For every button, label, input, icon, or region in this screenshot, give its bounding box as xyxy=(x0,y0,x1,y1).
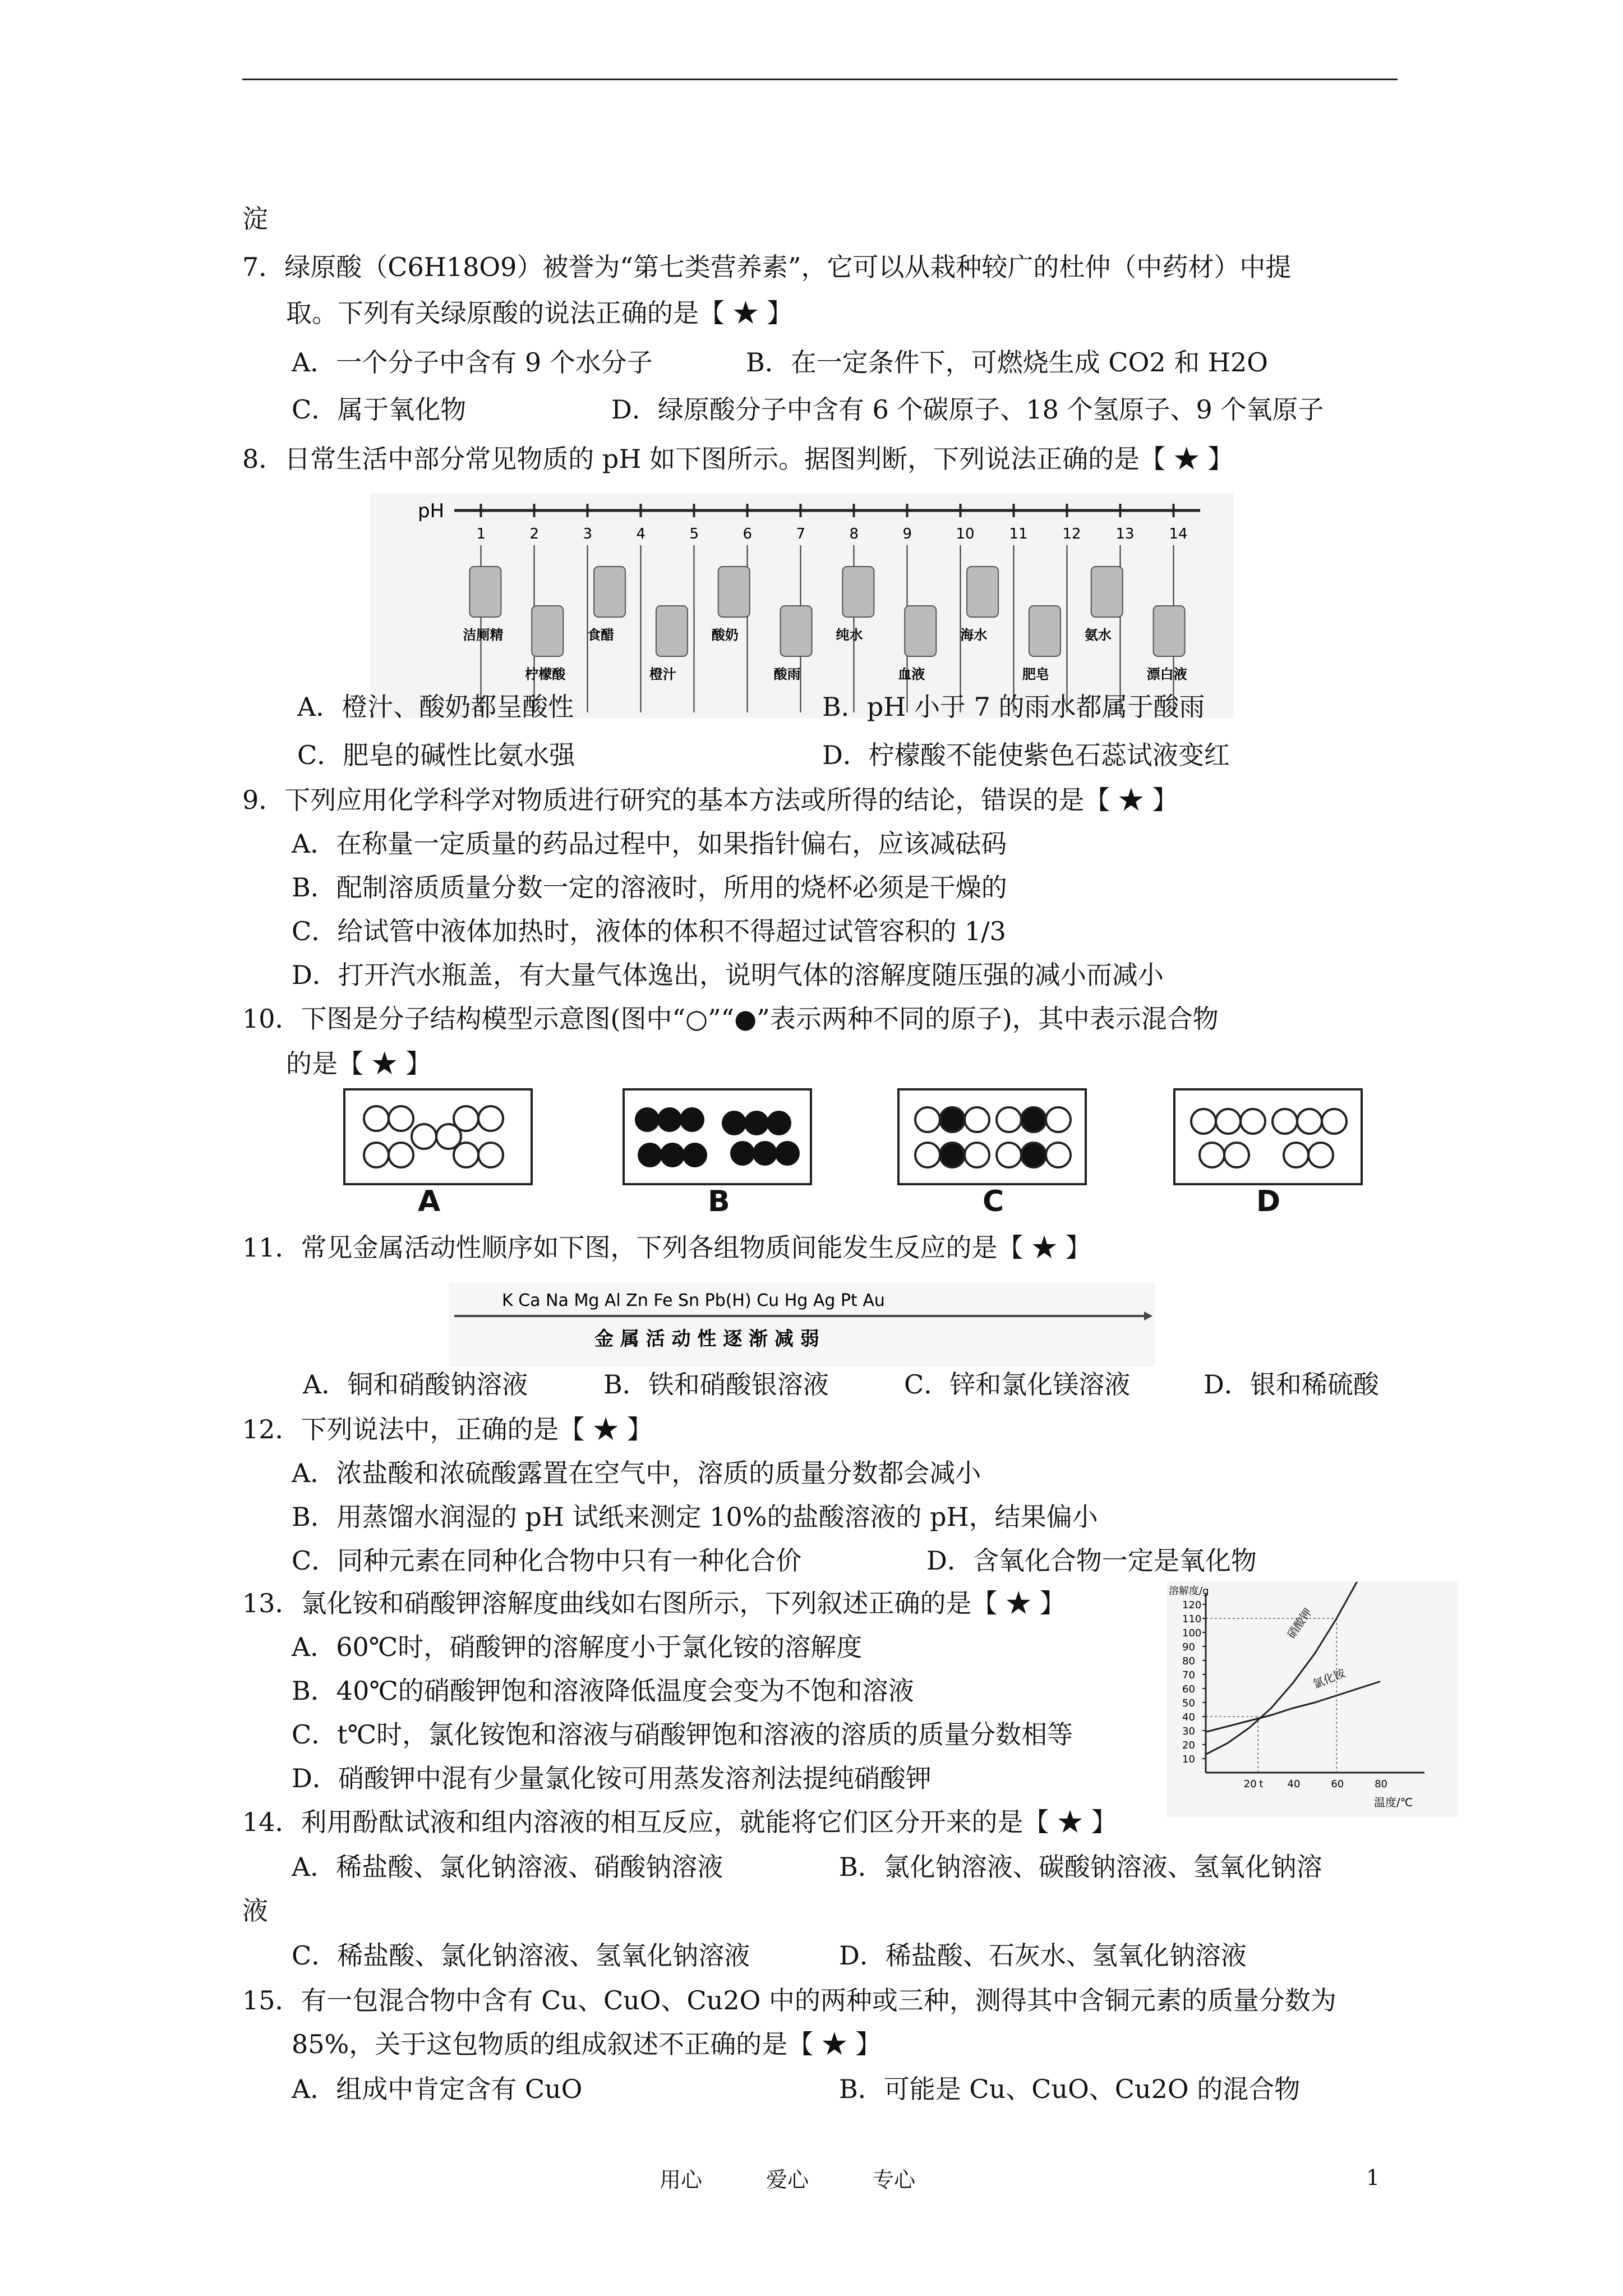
molecule-label-c: C xyxy=(983,1185,1004,1218)
q15-stem-line2: 85%，关于这包物质的组成叙述不正确的是【 ★ 】 xyxy=(292,2029,882,2059)
q11-stem: 11．常见金属活动性顺序如下图，下列各组物质间能发生反应的是【 ★ 】 xyxy=(242,1232,1091,1263)
ph-item-label: 氨水 xyxy=(1084,627,1112,643)
q8-stem: 8．日常生活中部分常见物质的 pH 如下图所示。据图判断，下列说法正确的是【 ★ 】 xyxy=(242,444,1234,474)
ph-item-label: 纯水 xyxy=(836,627,863,643)
q9-option-b: B．配制溶质质量分数一定的溶液时，所用的烧杯必须是干燥的 xyxy=(292,872,1007,903)
q12-option-c: C．同种元素在同种化合物中只有一种化合价 xyxy=(292,1545,802,1576)
molecule-box-d xyxy=(1173,1088,1363,1185)
y-tick-label: 30 xyxy=(1182,1726,1195,1737)
q12-option-b: B．用蒸馏水润湿的 pH 试纸来测定 10%的盐酸溶液的 pH，结果偏小 xyxy=(292,1502,1098,1532)
q7-option-a: A．一个分子中含有 9 个水分子 xyxy=(292,347,653,378)
ph-tick-label: 9 xyxy=(902,526,912,542)
q13-option-a: A．60℃时，硝酸钾的溶解度小于氯化铵的溶解度 xyxy=(292,1632,863,1662)
q14-stem: 14．利用酚酞试液和组内溶液的相互反应，就能将它们区分开来的是【 ★ 】 xyxy=(242,1807,1117,1837)
x-tick-label: 40 xyxy=(1287,1778,1301,1790)
y-tick-label: 100 xyxy=(1182,1627,1202,1639)
y-tick-label: 110 xyxy=(1182,1613,1202,1625)
metal-activity-series: K Ca Na Mg Al Zn Fe Sn Pb(H) Cu Hg Ag Pt Au xyxy=(502,1291,885,1310)
molecule-model-d xyxy=(1175,1091,1361,1183)
q15-stem-line1: 15．有一包混合物中含有 Cu、CuO、Cu2O 中的两种或三种，测得其中含铜元素的质量分数为 xyxy=(242,1985,1336,2016)
y-tick-label: 50 xyxy=(1182,1697,1195,1709)
q13-option-c: C．t℃时，氯化铵饱和溶液与硝酸钾饱和溶液的溶质的质量分数相等 xyxy=(292,1719,1073,1750)
continued-fragment: 淀 xyxy=(242,204,268,234)
footer-motto-2: 爱心 xyxy=(766,2168,809,2192)
x-tick-label: t xyxy=(1259,1778,1264,1790)
q8-option-c: C．肥皂的碱性比氨水强 xyxy=(297,740,575,770)
q13-stem: 13．氯化铵和硝酸钾溶解度曲线如右图所示，下列叙述正确的是【 ★ 】 xyxy=(242,1588,1066,1618)
q15-option-b: B．可能是 Cu、CuO、Cu2O 的混合物 xyxy=(839,2074,1301,2104)
q9-option-a: A．在称量一定质量的药品过程中，如果指针偏右，应该减砝码 xyxy=(292,829,1007,859)
q9-stem: 9．下列应用化学科学对物质进行研究的基本方法或所得的结论，错误的是【 ★ 】 xyxy=(242,785,1178,815)
y-tick-label: 10 xyxy=(1182,1754,1195,1765)
ph-tick-label: 7 xyxy=(796,526,806,542)
molecule-box-a xyxy=(343,1088,533,1185)
ph-item-picture xyxy=(469,567,501,617)
q8-option-d: D．柠檬酸不能使紫色石蕊试液变红 xyxy=(822,740,1230,770)
molecule-model-a xyxy=(345,1091,531,1183)
molecule-box-c xyxy=(897,1088,1087,1185)
q7-option-c: C．属于氧化物 xyxy=(292,394,467,425)
q13-option-d: D．硝酸钾中混有少量氯化铵可用蒸发溶剂法提纯硝酸钾 xyxy=(292,1763,932,1793)
ph-item-picture xyxy=(781,606,812,656)
ph-tick-label: 12 xyxy=(1062,526,1081,542)
q14-option-a: A．稀盐酸、氯化钠溶液、硝酸钠溶液 xyxy=(292,1852,723,1882)
ph-axis-label: pH xyxy=(418,500,445,522)
q7-stem-line2: 取。下列有关绿原酸的说法正确的是【 ★ 】 xyxy=(286,298,793,328)
ph-item-label: 洁厕精 xyxy=(463,627,504,643)
q11-option-a: A．铜和硝酸钠溶液 xyxy=(303,1369,528,1400)
q7-stem-line1: 7．绿原酸（C6H18O9）被誉为“第七类营养素”，它可以从栽种较广的杜仲（中药材）中提 xyxy=(242,252,1292,282)
ph-item-label: 柠檬酸 xyxy=(525,666,566,682)
q12-option-d: D．含氧化合物一定是氧化物 xyxy=(926,1545,1257,1576)
ph-item-picture xyxy=(718,567,750,617)
q7-option-d: D．绿原酸分子中含有 6 个碳原子、18 个氢原子、9 个氧原子 xyxy=(611,394,1324,425)
ph-tick-label: 14 xyxy=(1169,526,1188,542)
ph-tick-label: 11 xyxy=(1009,526,1028,542)
ph-item-label: 酸雨 xyxy=(773,666,801,682)
q10-stem-line1: 10．下图是分子结构模型示意图(图中“○”“●”表示两种不同的原子)，其中表示混合物 xyxy=(242,1004,1219,1034)
molecule-box-b xyxy=(623,1088,812,1185)
footer-motto-1: 用心 xyxy=(660,2168,703,2192)
ph-item-label: 漂白液 xyxy=(1146,666,1187,682)
footer-motto-3: 专心 xyxy=(873,2168,916,2192)
header-rule xyxy=(242,79,1398,80)
ph-item-picture xyxy=(656,606,688,656)
ph-tick-label: 6 xyxy=(743,526,753,542)
q8-option-b: B．pH 小于 7 的雨水都属于酸雨 xyxy=(822,692,1205,722)
molecule-label-a: A xyxy=(418,1185,441,1218)
molecule-model-b xyxy=(625,1091,810,1183)
ph-tick-label: 13 xyxy=(1115,526,1135,542)
ph-item-picture xyxy=(967,567,998,617)
q14-option-d: D．稀盐酸、石灰水、氢氧化钠溶液 xyxy=(839,1940,1247,1971)
x-tick-label: 20 xyxy=(1243,1778,1257,1790)
solubility-chart xyxy=(1166,1582,1458,1818)
q9-option-c: C．给试管中液体加热时，液体的体积不得超过试管容积的 1/3 xyxy=(292,916,1006,946)
series-label: 硝酸钾 xyxy=(1284,1605,1315,1641)
ph-item-label: 橙汁 xyxy=(649,666,676,682)
y-tick-label: 120 xyxy=(1182,1599,1202,1611)
q14-option-c: C．稀盐酸、氯化钠溶液、氢氧化钠溶液 xyxy=(292,1940,750,1971)
ph-tick-label: 4 xyxy=(636,526,646,542)
q15-option-a: A．组成中肯定含有 CuO xyxy=(292,2074,583,2104)
ph-tick-label: 1 xyxy=(476,526,486,542)
x-tick-label: 80 xyxy=(1375,1778,1388,1790)
q13-option-b: B．40℃的硝酸钾饱和溶液降低温度会变为不饱和溶液 xyxy=(292,1676,914,1706)
metal-activity-figure xyxy=(449,1282,1155,1366)
q12-option-a: A．浓盐酸和浓硫酸露置在空气中，溶质的质量分数都会减小 xyxy=(292,1458,981,1488)
q11-option-d: D．银和稀硫酸 xyxy=(1204,1369,1379,1400)
molecule-model-c xyxy=(900,1091,1085,1183)
y-tick-label: 80 xyxy=(1182,1655,1195,1667)
q14-option-b: B．氯化钠溶液、碳酸钠溶液、氢氧化钠溶 xyxy=(839,1852,1322,1882)
y-axis-label: 溶解度/g xyxy=(1169,1585,1209,1597)
ph-item-picture xyxy=(905,606,936,656)
x-axis-label: 温度/℃ xyxy=(1374,1796,1413,1809)
y-tick-label: 60 xyxy=(1182,1683,1195,1695)
ph-item-label: 酸奶 xyxy=(711,627,739,643)
q11-option-b: B．铁和硝酸银溶液 xyxy=(603,1369,829,1400)
ph-item-picture xyxy=(842,567,874,617)
y-tick-label: 20 xyxy=(1182,1740,1195,1751)
molecule-label-b: B xyxy=(708,1185,730,1218)
page-number: 1 xyxy=(1366,2165,1380,2190)
y-tick-label: 40 xyxy=(1182,1711,1195,1723)
activity-arrow-label: 金 属 活 动 性 逐 渐 减 弱 xyxy=(594,1328,819,1350)
q9-option-d: D．打开汽水瓶盖，有大量气体逸出，说明气体的溶解度随压强的减小而减小 xyxy=(292,960,1164,990)
y-tick-label: 70 xyxy=(1182,1669,1195,1681)
ph-item-label: 血液 xyxy=(898,666,925,682)
ph-tick-label: 2 xyxy=(529,526,540,542)
ph-item-picture xyxy=(1091,567,1123,617)
ph-tick-label: 3 xyxy=(583,526,593,542)
q14-option-b-continued: 液 xyxy=(242,1895,268,1926)
q7-option-b: B．在一定条件下，可燃烧生成 CO2 和 H2O xyxy=(746,347,1268,378)
q10-stem-line2: 的是【 ★ 】 xyxy=(286,1048,432,1079)
x-tick-label: 60 xyxy=(1331,1778,1344,1790)
y-tick-label: 90 xyxy=(1182,1641,1195,1653)
ph-item-picture xyxy=(532,606,563,656)
ph-item-label: 肥皂 xyxy=(1022,666,1049,682)
ph-scale-figure xyxy=(370,494,1234,718)
ph-item-label: 海水 xyxy=(960,627,988,643)
q12-stem: 12．下列说法中，正确的是【 ★ 】 xyxy=(242,1414,653,1444)
ph-item-picture xyxy=(1154,606,1185,656)
series-label: 氯化铵 xyxy=(1311,1665,1347,1691)
ph-item-picture xyxy=(594,567,625,617)
ph-item-picture xyxy=(1029,606,1061,656)
molecule-label-d: D xyxy=(1256,1185,1281,1218)
ph-tick-label: 5 xyxy=(689,526,699,542)
q8-option-a: A．橙汁、酸奶都呈酸性 xyxy=(297,692,574,722)
ph-item-label: 食醋 xyxy=(587,627,615,643)
q11-option-c: C．锌和氯化镁溶液 xyxy=(904,1369,1131,1400)
ph-tick-label: 10 xyxy=(956,526,975,542)
ph-tick-label: 8 xyxy=(849,526,859,542)
